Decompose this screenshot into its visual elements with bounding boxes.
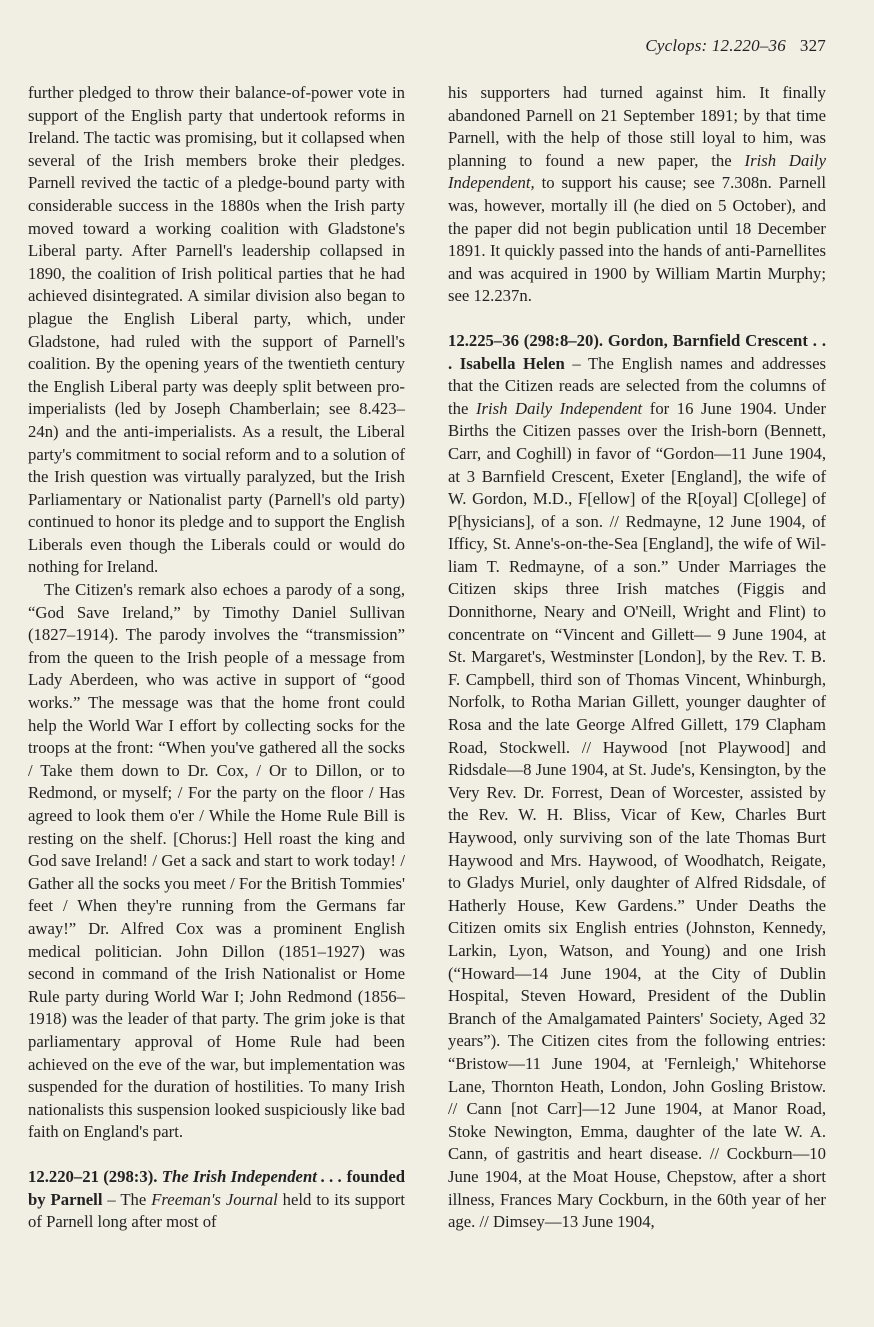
note-dash: – The: [102, 1189, 152, 1209]
note-lemma-end: founded by Parnell: [28, 1166, 406, 1209]
paragraph-text-rest: to support his cause; see 7.308n. Parnell was, however, mortally ill (he died on 5 October), and the paper did not begin publication until 18 December 1891. It quickly passed into the hands of anti-Parnellites and was acquired in 1900 by William Martin Murphy; see 12.237n.: [448, 173, 826, 306]
note-text: held to its support of Parnell long after most of: [28, 1189, 405, 1232]
note-text-a: – The English names and addresses that the Citizen reads are selected from the columns of the: [448, 353, 826, 418]
note-12-225-36: [448, 330, 826, 1234]
running-title: Cyclops: 12.220–36: [645, 36, 786, 55]
running-header: [645, 36, 826, 56]
paragraph-god-save-ireland: The Citizen's remark also echoes a parody of a song, “God Save Ireland,” by Timothy Daniel Sullivan (1827–1914). The parody involves the “transmission” from the queen to the Irish people of a message from Lady Aberdeen, who was active in support of “good works.” The message was that the home front could help the World War I effort by collecting socks for the troops at the front: “When you've gathered all the socks / Take them down to Dr. Cox, / Or to Dillon, or to Redmond, or myself; / For the party on the floor / Has agreed to look them o'er / While the Home Rule Bill is resting on the shelf. [Chorus:] Hell roast the king and God save Ireland! / Get a sack and start to work today! / Gather all the socks you meet / For the British Tommies' feet / When they're running from the Germans far away!” Dr. Alfred Cox was a prominent English medical politician. John Dillon (1851–1927) was second in command of the Irish Nationalist or Home Rule party during World War I; John Redmond (1856–1918) was the leader of that party. The grim joke is that parliamentary approval of Home Rule had been achieved on the eve of the war, but implementation was suspended for the duration of hostilities. To many Irish nationalists this suspension looked suspiciously like bad faith on England's part.: [28, 580, 405, 1142]
note-reference: 12.220–21 (298:3).: [28, 1166, 158, 1186]
paragraph-text: his supporters had turned against him. It finally abandoned Parnell on 21 September 1891; by that time Parnell, with the help of those still loyal to him, was planning to found a new paper, the: [448, 83, 826, 170]
newspaper-title: Irish Daily Independent: [475, 398, 643, 418]
note-title: The Irish Independent . . .: [161, 1166, 343, 1186]
paragraph-liberal-party: further pledged to throw their balance-of-power vote in support of the English party that undertook reforms in Ireland. The tactic was promising, but it collapsed when several of the Irish members broke their pledges. Parnell revived the tactic of a pledge-bound party with considerable success in the 1880s when the Irish party moved toward a working coalition with Gladstone's Liberal party. After Parnell's leadership collapsed in 1890, the coalition of Irish political parties that he had achieved disintegrated. A similar division also began to plague the English Liberal party, which, under Gladstone, had ruled with the support of Parnell's coalition. By the opening years of the twentieth century the English Liberal party was deeply split between pro-imperialists (led by Joseph Chamberlain; see 8.423–24n) and the anti-imperialists. As a result, the Liberal party's commitment to social reform and to a solution of the Irish question was virtually paralyzed, but the Irish Parliamentary or Nationalist party (Parnell's old party) continued to honor its pledge and to support the English Liberals even though the Liberals could or would do nothing for Ireland.: [28, 83, 405, 577]
note-12-220-21: [28, 1166, 405, 1234]
left-column: [28, 82, 405, 1234]
right-column: [448, 82, 826, 1234]
page-number: 327: [799, 36, 826, 55]
journal-title: Freeman's Journal: [151, 1189, 278, 1209]
newspaper-title: Irish Daily Independent,: [448, 150, 826, 193]
paragraph-parnell-continued: [448, 82, 826, 308]
note-lemma: 12.225–36 (298:8–20). Gordon, Barnfield Crescent . . . Isabella Helen: [448, 330, 826, 373]
note-text-b: for 16 June 1904. Under Births the Citizen passes over the Irish-born (Bennett, Carr, and Coghill) in favor of “Gordon—11 June 1904, at 3 Barnfield Crescent, Exeter [England], the wife of W. Gordon, M.D., F[ellow] of the R[oyal] C[ollege] of P[hysicians], of a son. // Redmayne, 12 June 1904, of Ifficy, St. Anne's-on-the-Sea [England], the wife of William T. Redmayne, of a son.” Under Marriages the Citizen skips three Irish matches (Figgis and Donnithorne, Neary and O'Neill, Wright and Flint) to concentrate on “Vincent and Gillett— 9 June 1904, at St. Margaret's, Westminster [London], by the Rev. T. B. F. Campbell, third son of Thomas Vincent, Whinburgh, Norfolk, to Rotha Marian Gillett, younger daughter of Rosa and the late George Alfred Gillett, 179 Clapham Road, Stockwell. // Haywood [not Playwood] and Ridsdale—8 June 1904, at St. Jude's, Kensington, by the Very Rev. Dr. Forrest, Dean of Worcester, assisted by the Rev. W. H. Bliss, Vicar of Kew, Charles Burt Haywood, only surviving son of the late Thomas Burt Haywood and Mrs. Haywood, of Woodhatch, Reigate, to Gladys Muriel, only daughter of Alfred Ridsdale, of Hatherly House, Kew Gardens.” Under Deaths the Citizen omits six English entries (Johnston, Kennedy, Larkin, Lyon, Watson, and Young) and one Irish (“Howard—14 June 1904, at the City of Dublin Hospital, Steven Howard, President of the Dublin Branch of the Amalgamated Painters' Society, Aged 32 years”). The Citizen cites from the following entries: “Bristow—11 June 1904, at 'Fernleigh,' Whitehorse Lane, Thornton Heath, London, John Gosling Bristow. // Cann [not Carr]—12 June 1904, at Manor Road, Stoke Newington, Emma, daughter of the late W. A. Cann, of gastritis and heart disease. // Cockburn—10 June 1904, at the Moat House, Chepstow, after a short illness, Frances Mary Cockburn, in the 60th year of her age. // Dimsey—13 June 1904,: [448, 398, 827, 1232]
